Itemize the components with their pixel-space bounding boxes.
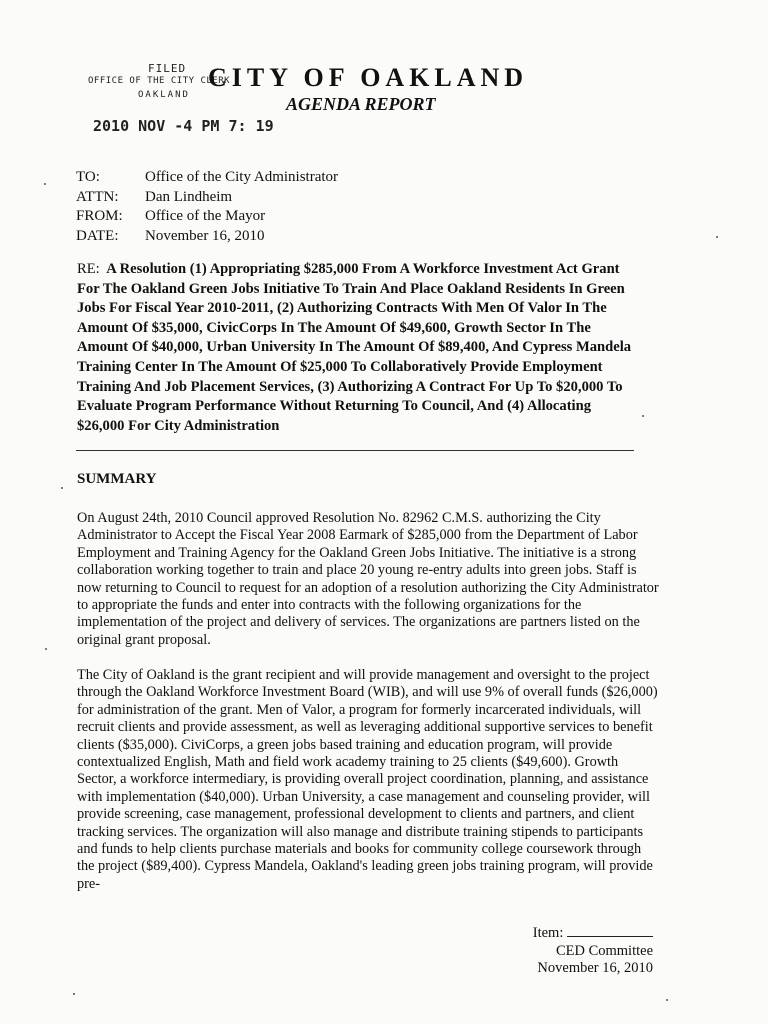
summary-heading: SUMMARY xyxy=(77,471,157,487)
memo-label-date: DATE: xyxy=(76,227,119,244)
memo-label-attn: ATTN: xyxy=(76,188,119,205)
memo-row-date xyxy=(76,227,338,247)
filed-stamp-office: OFFICE OF THE CITY CLERK xyxy=(88,76,231,86)
memo-value-from: Office of the Mayor xyxy=(145,208,266,224)
footer-item-blank xyxy=(567,924,653,937)
filed-stamp: FILED xyxy=(148,62,187,75)
page-title: CITY OF OAKLAND xyxy=(208,63,529,92)
page-footer xyxy=(533,924,653,978)
memo-label-from: FROM: xyxy=(76,208,123,224)
footer-item-label: Item: xyxy=(532,925,564,941)
scan-speck xyxy=(45,648,47,650)
memo-row-from xyxy=(76,207,338,227)
summary-paragraph-1: On August 24th, 2010 Council approved Resolution No. 82962 C.M.S. authorizing the City Administrator to Accept the Fiscal Year 2008 Earmark of $285,000 from the Department of Labor Employment and Training Agency for the Oakland Green Jobs Initiative. The initiative is a strong collaboration working together to train and place 20 young re-entry adults into green jobs. Staff is now returning to Council to request for an adoption of a resolution authorizing the City Administrator to appropriate the funds and enter into contracts with the following organizations for the implementation of the project and delivery of services. The organizations are partners listed on the original grant proposal. xyxy=(77,510,659,648)
filed-stamp-date: 2010 NOV -4 PM 7: 19 xyxy=(93,117,274,135)
scan-speck xyxy=(61,487,63,489)
re-subject xyxy=(77,260,637,436)
page-subtitle: AGENDA REPORT xyxy=(286,94,436,114)
scan-speck xyxy=(666,999,668,1001)
scan-speck xyxy=(44,183,46,185)
footer-date: November 16, 2010 xyxy=(537,960,653,976)
footer-committee: CED Committee xyxy=(555,942,653,959)
scan-speck xyxy=(716,236,718,238)
re-label: RE: xyxy=(77,261,100,277)
memo-row-to xyxy=(76,168,338,188)
re-text: A Resolution (1) Appropriating $285,000 From A Workforce Investment Act Grant For The Oakland Green Jobs Initiative To Train And Place Oakland Residents In Green Jobs For Fiscal Year 2010-2011, (2) Authorizing Contracts With Men Of Valor In The Amount Of $35,000, CivicCorps In The Amount Of $49,600, Growth Sector In The Amount Of $40,000, Urban University In The Amount Of $89,400, And Cypress Mandela Training Center In The Amount Of $25,000 To Collaboratively Provide Employment Training And Job Placement Services, (3) Authorizing A Contract For Up To $20,000 To Evaluate Program Performance Without Returning To Council, And (4) Allocating $26,000 For City Administration xyxy=(77,261,632,434)
scan-speck xyxy=(73,993,75,995)
filed-stamp-city: OAKLAND xyxy=(138,90,190,100)
memo-value-date: November 16, 2010 xyxy=(145,227,265,244)
memo-header xyxy=(76,168,338,246)
memo-label-to: TO: xyxy=(76,169,100,185)
scan-speck xyxy=(642,415,644,417)
memo-value-to: Office of the City Administrator xyxy=(145,169,339,185)
footer-item-line xyxy=(533,924,653,943)
section-divider xyxy=(76,450,634,451)
memo-row-attn xyxy=(76,188,338,208)
memo-value-attn: Dan Lindheim xyxy=(145,188,233,205)
summary-paragraph-2: The City of Oakland is the grant recipient and will provide management and oversight to the project through the Oakland Workforce Investment Board (WIB), and will use 9% of overall funds ($26,000) for administration of the grant. Men of Valor, a program for formerly incarcerated individuals, will recruit clients and provide assessment, as well as leveraging additional supportive services to benefit clients ($35,000). CiviCorps, a green jobs based training and education program, will provide contextualized English, Math and field work academy training to 25 clients ($49,600). Growth Sector, a workforce intermediary, is providing overall project coordination, planning, and assistance with implementation ($40,000). Urban University, a case management and counseling provider, will provide screening, case management, professional development to clients and partners, and client tracking services. The organization will also manage and distribute training stipends to participants and funds to help clients purchase materials and books for community college coursework through the project ($89,400). Cypress Mandela, Oakland's leading green jobs training program, will provide pre- xyxy=(77,667,658,892)
